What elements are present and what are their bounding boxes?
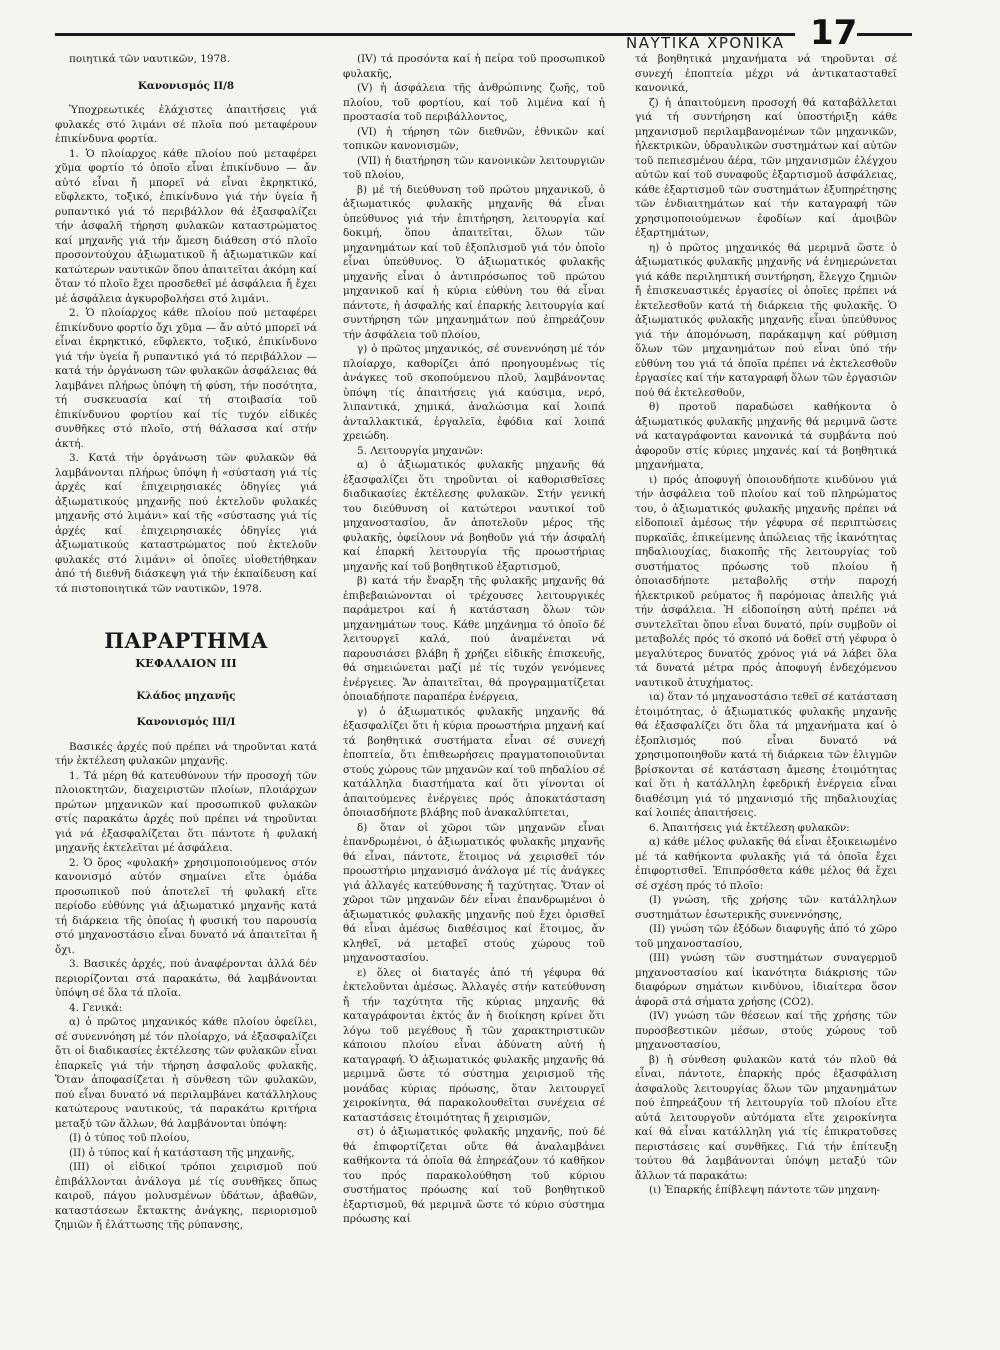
paragraph: α) ὁ ἀξιωματικός φυλακῆς μηχανῆς θά ἐξασφαλίζει ὅτι τηροῦνται οἱ καθορισθεῖσες διαδικασίες ἐκτέλεσης φυλακῶν. Στήν γενική του διεύθυνση οἱ κατώτεροι ναυτικοί τοῦ μηχανοστασίου, ἄν ἀποτελοῦν μέρος τῆς φυλακῆς, ὀφείλουν νά βοηθοῦν γιά τήν ἀσφαλή καί ἐπαρκή λειτουργία τῆς προωστήριας μηχανῆς καί τοῦ βοηθητικοῦ ἐξαρτισμοῦ, [343,459,605,573]
regulation-heading: Κανονισμός ΙΙ/8 [137,79,235,92]
paragraph: θ) προτοῦ παραδώσει καθήκοντα ὁ ἀξιωματικός φυλακῆς μηχανῆς θά μεριμνᾶ ὥστε νά καταγράφονται κανονικά τά συμβάντα πού ἀφοροῦν στίς κύριες μηχανές καί τά βοηθητικά μηχανήματα, [635,401,897,471]
paragraph: (Ι) γνώση, τῆς χρήσης τῶν κατάλληλων συστημάτων ἐσωτερικῆς συνεννόησης, [635,894,897,921]
page-number: 17 [810,13,858,53]
annex-title: ΠΑΡΑΡΤΗΜΑ [104,628,268,653]
paragraph: (ΙΙ) ὁ τύπος καί ἡ κατάσταση τῆς μηχανῆς, [69,1146,295,1159]
paragraph: Ὑποχρεωτικές ἐλάχιστες ἀπαιτήσεις γιά φυλακές στό λιμάνι σέ πλοῖα πού μεταφέρουν ἐπικίνδυνα φορτία. [55,104,317,145]
paragraph: τά βοηθητικά μηχανήματα νά τηροῦνται σέ συνεχή ἐποπτεία μέχρι νά ἀντικατασταθεῖ κανονικά, [635,53,897,94]
paragraph: Βασικές ἀρχές πού πρέπει νά τηροῦνται κατά τήν ἐκτέλεση φυλακῶν μηχανῆς. [55,740,317,767]
column-left [55,52,317,1302]
paragraph: 4. Γενικά: [69,1001,123,1014]
paragraph: 5. Λειτουργία μηχανῶν: [357,444,484,457]
paragraph: στ) ὁ ἀξιωματικός φυλακῆς μηχανῆς, πού δέ θά ἐπιφορτίζεται οὔτε θά ἀναλαμβάνει καθήκοντα τά ὁποῖα θά ἐπηρεάζουν τό καθῆκον του πρός παρακολούθηση τοῦ κύριου συστήματος πρόωσης καί τοῦ βοηθητικοῦ ἐξαρτισμοῦ, θά μεριμνᾶ ὥστε τό κύριο σύστημα πρόωσης καί [343,1126,605,1225]
paragraph: ζ) ἡ ἀπαιτούμενη προσοχή θά καταβάλλεται γιά τή συντήρηση καί ὑποστήριξη κάθε μηχανισμοῦ περιλαμβανομένων τῶν μηχανικῶν, ἠλεκτρικῶν, ὑδραυλικῶν συστημάτων καί αὐτῶν τοῦ πεπιεσμένου ἀέρα, τῶν μηχανισμῶν ἐλέγχου αὐτῶν καί τοῦ συναφοῦς ἐξαρτισμοῦ ἀσφάλειας, κάθε ἐξαρτισμοῦ τῶν συστημάτων ἐξυπηρέτησης τῶν ἐνδιαιτημάτων καί τήν καταγραφή τῶν χρησιμοποιούμενων ἐφοδίων καί ἀμοιβῶν ἐξαρτημάτων, [635,96,897,239]
paragraph: (IV) τά προσόντα καί ἡ πείρα τοῦ προσωπικοῦ φυλακῆς, [343,53,605,80]
header-rule-right [857,33,912,36]
paragraph: β) κατά τήν ἔναρξη τῆς φυλακῆς μηχανῆς θά ἐπιβεβαιώνονται οἱ τρέχουσες λειτουργικές παράμετροι καί ἡ κατάσταση ὅλων τῶν μηχανημάτων τους. Κάθε μηχάνημα τό ὁποῖο δέ λειτουργεῖ καλά, πού ἀναμένεται νά παρουσιάσει βλάβη ἤ χρήζει εἰδικῆς ἐπισκευῆς, θά σημειώνεται μαζί μέ τίς τυχόν γενόμενες ἐνέργειες. Ἄν ἀπαιτεῖται, θά προγραμματίζεται ὁποιαδήποτε παραπέρα ἐνέργεια, [343,575,605,703]
section-heading: Κλάδος μηχανῆς [136,689,236,702]
paragraph: (Ι) ὁ τύπος τοῦ πλοίου, [69,1132,190,1144]
paragraph: 1. Τά μέρη θά κατευθύνουν τήν προσοχή τῶν πλοιοκτητῶν, διαχειριστῶν πλοίων, πλοιάρχων πρώτων μηχανικῶν καί προσωπικοῦ φυλακῶν στίς παρακάτω ἀρχές πού πρέπει νά τηροῦνται γιά νά ἐξασφαλίζεται ὅτι πάντοτε ἡ φυλακή μηχανῆς ἐκτελεῖται μέ ἀσφάλεια. [55,769,317,854]
paragraph: (ι) Ἐπαρκής ἐπίβλεψη πάντοτε τῶν μηχανη- [649,1184,881,1196]
paragraph: α) ὁ πρῶτος μηχανικός κάθε πλοίου ὀφείλει, σέ συνεννόηση μέ τόν πλοίαρχο, νά ἐξασφαλίζει ὅτι οἱ διαδικασίες ἐκτέλεσης τῶν φυλακῶν εἶναι ἐπαρκεῖς γιά τήν τήρηση ἀσφαλοῦς φυλακῆς. Ὅταν ἀποφασίζεται ἡ σύνθεση τῶν φυλακῶν, πού εἶναι δυνατό νά περιλαμβάνει κατάλληλους κατώτερους ναυτικούς, τά παρακάτω κριτήρια μεταξύ τῶν ἄλλων, θά λαμβάνονται ὑπόψη: [55,1016,317,1130]
paragraph: δ) ὅταν οἱ χῶροι τῶν μηχανῶν εἶναι ἐπανδρωμένοι, ὁ ἀξιωματικός φυλακῆς μηχανῆς θά εἶναι, πάντοτε, ἕτοιμος νά χειρισθεῖ τόν προωστήριο μηχανισμό ἀνάλογα μέ τίς ἀνάγκες γιά ἀλλαγές κατεύθυνσης ἤ ταχύτητας. Ὅταν οἱ χῶροι τῶν μηχανῶν δέν εἶναι ἐπανδρωμένοι ὁ ἀξιωματικός φυλακῆς μηχανῆς πού ἔχει ὁρισθεῖ θά εἶναι ἀμέσως διαθέσιμος καί ἕτοιμος, ἄν κληθεῖ, νά μεταβεῖ στούς χώρους τοῦ μηχανοστασίου. [343,821,605,964]
paragraph: β) μέ τή διεύθυνση τοῦ πρώτου μηχανικοῦ, ὁ ἀξιωματικός φυλακῆς μηχανῆς θά εἶναι ὑπεύθυνος γιά τήν ἐπιτήρηση, λειτουργία καί δοκιμή, ὅπου ἀπαιτεῖται, ὅλων τῶν μηχανημάτων καί τοῦ ἐξοπλισμοῦ γιά τόν ὁποῖο εἶναι ὑπεύθυνος. Ὁ ἀξιωματικός φυλακῆς μηχανῆς εἶναι ὁ ἀντιπρόσωπος τοῦ πρώτου μηχανικοῦ καί ἡ κύρια εὐθύνη του θά εἶναι πάντοτε, ἡ ἀσφαλής καί ἐπαρκής λειτουργία καί συντήρηση τῶν μηχανημάτων πού ἐπηρεάζουν τήν ἀσφάλεια τοῦ πλοίου, [343,183,605,341]
paragraph: γ) ὁ πρῶτος μηχανικός, σέ συνεννόηση μέ τόν πλοίαρχο, καθορίζει ἀπό προηγουμένως τίς ἀνάγκες τοῦ σκοπούμενου πλοῦ, λαμβάνοντας ὑπόψη τίς ἀπαιτήσεις γιά καύσιμα, νερό, λιπαντικά, χημικά, ἀναλώσιμα καί λοιπά ἀνταλλακτικά, ἐργαλεῖα, ἐφόδια καί λοιπά χρειώδη. [343,343,605,442]
paragraph: (ΙΙΙ) γνώση τῶν συστημάτων συναγερμοῦ μηχανοστασίου καί ἱκανότητα διάκρισης τῶν διαφόρων σημάτων κινδύνου, ἰδιαίτερα ὅσον ἀφορᾶ στά σήματα χρήσης (CO2). [635,952,897,1008]
paragraph: ια) ὅταν τό μηχανοστάσιο τεθεῖ σέ κατάσταση ἑτοιμότητας, ὁ ἀξιωματικός φυλακῆς μηχανῆς θά ἐξασφαλίζει ὅτι ὅλα τά μηχανήματα καί ὁ ἐξοπλισμός πού εἶναι δυνατό νά χρησιμοποιηθοῦν κατά τή διάρκεια τῶν ἐλιγμῶν βρίσκονται σέ κατάσταση ἄμεσης ἑτοιμότητας καί ὅτι ἡ κατάλληλη ἐφεδρική ἐνέργεια εἶναι διαθέσιμη γιά τό μηχανισμό τῆς πηδαλιουχίας καί λοιπές ἀπαιτήσεις. [635,691,897,819]
paragraph: 2. Ὁ ὅρος «φυλακή» χρησιμοποιούμενος στόν κανονισμό αὐτόν σημαίνει εἴτε ὁμάδα προσωπικοῦ πού ἀποτελεῖ τή φυλακή εἴτε περίοδο εὐθύνης γιά ἀξιωματικό μηχανῆς κατά τή διάρκεια τῆς ὁποίας ἡ φυσική του παρουσία στό μηχανοστάσιο εἶναι δυνατό νά ἀπαιτεῖται ἤ ὄχι. [55,856,317,956]
paragraph: (ΙΙΙ) οἱ εἰδικοί τρόποι χειρισμοῦ πού ἐπιβάλλονται ἀνάλογα μέ τίς συνθῆκες ὅπως καιροῦ, πάγου μολυσμένων ὑδάτων, ἀβαθῶν, καταστάσεων ἔκτακτης ἀνάγκης, περιορισμοῦ ζημιῶν ἤ ἐλάττωσης τῆς ρύπανσης, [55,1161,317,1231]
paragraph: ε) ὅλες οἱ διαταγές ἀπό τή γέφυρα θά ἐκτελοῦνται ἀμέσως. Ἀλλαγές στήν κατεύθυνση ἤ τήν ταχύτητα τῆς κύριας μηχανῆς θά καταγράφονται ἐκτός ἄν ἡ διοίκηση κρίνει ὅτι λόγω τοῦ μεγέθους ἤ τῶν χαρακτηριστικῶν κάποιου πλοίου εἶναι ἀδύνατη αὐτή ἡ καταγραφή. Ὁ ἀξιωματικός φυλακῆς μηχανῆς θά μεριμνᾶ ὥστε τό σύστημα χειρισμοῦ τῆς μονάδας κύριας πρόωσης, ὅταν λειτουργεῖ χειροκίνητα, θά παρακολουθεῖται συνέχεια σέ καταστάσεις ἑτοιμότητας ἤ χειρισμῶν, [343,966,605,1124]
paragraph: β) ἡ σύνθεση φυλακῶν κατά τόν πλοῦ θά εἶναι, πάντοτε, ἐπαρκής πρός ἐξασφάλιση ἀσφαλοῦς λειτουργίας ὅλων τῶν μηχανημάτων πού ἐπηρεάζουν τή λειτουργία τοῦ πλοίου εἴτε αὐτά λειτουργοῦν αὐτόματα εἴτε χειροκίνητα καί θά εἶναι κατάλληλη γιά τίς ἐπικρατοῦσες περιστάσεις καί συνθῆκες. Γιά τήν ἐπίτευξη τούτου θά λαμβάνονται ὑπόψη μεταξύ τῶν ἄλλων τά παρακάτω: [635,1053,897,1182]
paragraph: (IV) γνώση τῶν θέσεων καί τῆς χρήσης τῶν πυροσβεστικῶν μέσων, στούς χώρους τοῦ μηχανοστασίου, [635,1010,897,1051]
paragraph: 3. Βασικές ἀρχές, πού ἀναφέρονται ἀλλά δέν περιορίζονται στά παρακάτω, θά λαμβάνονται ὑπόψη σέ ὅλα τά πλοῖα. [55,958,317,999]
column-middle [343,52,605,1307]
paragraph: α) κάθε μέλος φυλακῆς θά εἶναι ἐξοικειωμένο μέ τά καθήκοντα φυλακῆς γιά τά ὁποῖα ἔχει ἐπιφορτισθεῖ. Ἐπιπρόσθετα κάθε μέλος θά ἔχει σέ σχέση πρός τό πλοῖο: [635,836,897,892]
paragraph: 3. Κατά τήν ὀργάνωση τῶν φυλακῶν θά λαμβάνονται πλήρως ὑπόψη ἡ «σύσταση γιά τίς ἀρχές καί ἐπιχειρησιακές ὁδηγίες γιά ἀξιωματικούς μηχανῆς πού ἐκτελοῦν φυλακές μηχανῆς στό λιμάνι» καί τῆς «σύστασης γιά τίς ἀρχές καί ἐπιχειρησιακές ὁδηγίες γιά ἀξιωματικούς καταστρώματος πού ἐκτελοῦν φυλακές στό λιμάνι» οἱ ὁποῖες υἱοθετήθηκαν ἀπό τή διεθνῆ διάσκεψη γιά τήν ἐκπαίδευση καί τά πιστοποιητικά τῶν ναυτικῶν, 1978. [55,452,317,595]
paragraph: (ΙΙ) γνώση τῶν ἐξόδων διαφυγῆς ἀπό τό χῶρο τοῦ μηχανοστασίου, [635,923,897,950]
paragraph: γ) ὁ ἀξιωματικός φυλακῆς μηχανῆς θά ἐξασφαλίζει ὅτι ἡ κύρια προωστήρια μηχανή καί τά βοηθητικά συστήματα εἶναι σέ συνεχή ἐποπτεία, ὅτι ἐπιθεωρήσεις πραγματοποιοῦνται στούς χώρους τῶν μηχανῶν καί τοῦ πηδαλίου σέ κατάλληλα διαστήματα καί ὅτι γίνονται οἱ ἀπαιτούμενες ἐνέργειες πρός ἀποκατάσταση ὁποιασδήποτε βλάβης ποῦ ἀνακαλύπτεται, [343,705,605,819]
magazine-title: ΝΑΥΤΙΚΑ ΧΡΟΝΙΚΑ [626,34,785,52]
paragraph: 6. Ἀπαιτήσεις γιά ἐκτέλεση φυλακῶν: [649,821,850,834]
paragraph: 2. Ὁ πλοίαρχος κάθε πλοίου πού μεταφέρει ἐπικίνδυνο φορτίο ὄχι χῦμα — ἄν αὐτό μπορεῖ νά εἶναι ἐκρηκτικό, εὔφλεκτο, τοξικό, ἐπικίνδυνο γιά τήν ὑγεία ἤ ρυπαντικό γιά τό περιβάλλον — κατά τήν ὀργάνωση τῶν φυλακῶν ἀσφάλειας θά λαμβάνει πλήρως ὑπόψη τή φύση, τήν ποσότητα, τή συσκευασία καί τή στοιβασία τοῦ ἐπικίνδυνου φορτίου καί τίς τυχόν εἰδικές συνθῆκες στό πλοῖο, στή θάλασσα καί στήν ἀκτή. [55,307,317,450]
paragraph: (VII) ἡ διατήρηση τῶν κανονικῶν λειτουργιῶν τοῦ πλοίου, [343,154,605,181]
regulation-heading: Κανονισμός ΙΙΙ/Ι [136,716,236,728]
paragraph: ποιητικά τῶν ναυτικῶν, 1978. [69,53,230,65]
chapter-title: ΚΕΦΑΛΑΙΟΝ ΙΙΙ [135,656,237,670]
paragraph: η) ὁ πρῶτος μηχανικός θά μεριμνᾶ ὥστε ὁ ἀξιωματικός φυλακῆς μηχανῆς νά ἐνημερώνεται γιά κάθε περιληπτική συντήρηση, ἔλεγχο ζημιῶν ἤ ἐπισκευαστικές ἐργασίες οἱ ὁποῖες πρέπει νά ἐκτελεσθοῦν κατά τή διάρκεια τῆς φυλακῆς. Ὁ ἀξιωματικός φυλακῆς μηχανῆς εἶναι ὑπεύθυνος γιά τήν ἀπομόνωση, παράκαμψη καί ρύθμιση ὅλων τῶν μηχανημάτων πού εἶναι ὑπό τήν εὐθύνη του γιά τά ὁποῖα πρέπει νά ἐκτελεσθοῦν ἐργασίες καί τήν καταγραφή ὅλων τῶν ἐργασιῶν πού θά ἐκτελεσθοῦν, [635,241,897,399]
paragraph: (VI) ἡ τήρηση τῶν διεθνῶν, ἐθνικῶν καί τοπικῶν κανονισμῶν, [343,125,605,152]
paragraph: ι) πρός ἀποφυγή ὁποιουδήποτε κινδύνου γιά τήν ἀσφάλεια τοῦ πλοίου καί τοῦ πληρώματος του, ὁ ἀξιωματικός φυλακῆς μηχανῆς πρέπει νά εἰδοποιεῖ ἀμέσως τήν γέφυρα σέ περιπτώσεις πυρκαϊᾶς, ἐπικείμενης ἀπώλειας τῆς ἱκανότητας πηδαλιουχίας, διακοπῆς τῆς λειτουργίας τοῦ συστήματος πρόωσης τοῦ πλοίου ἤ ὁποιασδήποτε μεταβολῆς στήν παροχή ἠλεκτρικοῦ ρεύματος ἤ παρόμοιας ἀπειλῆς γιά τήν ἀσφάλεια. Ἡ εἰδοποίηση αὐτή πρέπει νά συντελεῖται ὅπου εἶναι δυνατό, πρίν συμβοῦν οἱ μεταβολές πρός τό σκοπό νά δοθεῖ στή γέφυρα ὁ μεγαλύτερος δυνατός χρόνος γιά νά λάβει ὅλα τά δυνατά μέτρα πρός ἀποφυγή ἐνδεχόμενου ναυτικοῦ ἀτυχήματος. [635,473,897,689]
column-right [635,52,897,1302]
paragraph: 1. Ὁ πλοίαρχος κάθε πλοίου πού μεταφέρει χῦμα φορτίο τό ὁποῖο εἶναι ἐπικίνδυνο — ἄν αὐτό εἶναι ἤ μπορεῖ νά εἶναι ἐκρηκτικό, εὔφλεκτο, τοξικό, ἐπικίνδυνο γιά τήν ὑγεία ἤ ρυπαντικό γιά τό περιβάλλον θά ἐξασφαλίζει τήν ἀσφαλῆ τήρηση φυλακῶν καταστρώματος καί μηχανῆς γιά τήν ἄμεση διάθεση στό πλοῖο προσοντούχου ἀξιωματικοῦ ἤ ἀξιωματικῶν καί κατώτερων ναυτικῶν ὅπου ἀπαιτεῖται ἀκόμη καί ὅταν τό πλοῖο ἔχει προσδεθεῖ μέ ἀσφάλεια ἤ ἔχει μέ ἀσφάλεια ἀγκυροβολήσει στό λιμάνι. [55,147,317,305]
paragraph: (V) ἡ ἀσφάλεια τῆς ἀνθρώπινης ζωῆς, τοῦ πλοίου, τοῦ φορτίου, καί τοῦ λιμένα καί ἡ προστασία τοῦ περιβάλλοντος, [343,82,605,123]
